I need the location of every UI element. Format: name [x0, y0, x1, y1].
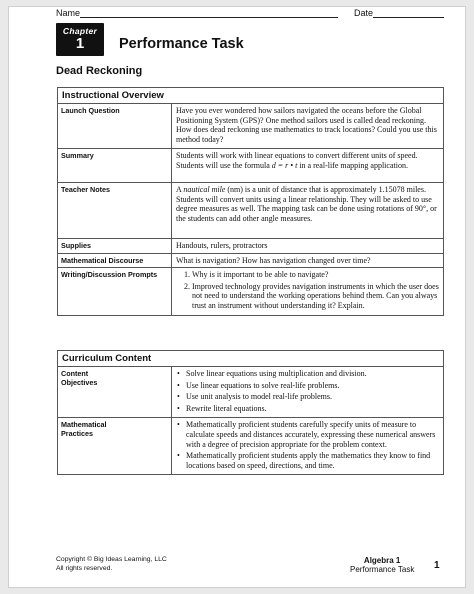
objective-item: • Rewrite literal equations. [176, 404, 439, 414]
name-line [80, 9, 338, 18]
page-title: Performance Task [119, 36, 244, 52]
writing-prompts-list [176, 270, 439, 310]
mathematical-practices-list [176, 420, 439, 470]
teacher-notes-term: nautical mile [183, 185, 226, 194]
summary-label: Summary [58, 149, 172, 183]
course-name: Algebra 1 [363, 556, 401, 565]
mathematical-practices-label [58, 418, 172, 475]
writing-prompt-item: 1. Why is it important to be able to navigate? [192, 270, 439, 280]
name-date-header [56, 8, 444, 18]
instructional-overview-table [57, 87, 444, 316]
objective-item: • Solve linear equations using multiplication and division. [176, 369, 439, 379]
teacher-notes-pre: A [176, 185, 182, 194]
content-objectives-label-line2: Objectives [61, 378, 98, 387]
content-objectives-list [176, 369, 439, 413]
supplies-text: Handouts, rulers, protractors [172, 239, 444, 254]
curriculum-content-table [57, 350, 444, 475]
summary-text-pre: Students will work with linear equations to convert different units of speed. Students will use the formula [176, 151, 418, 170]
overview-heading: Instructional Overview [58, 88, 444, 104]
mathematical-practices-label-line1: Mathematical [61, 420, 107, 430]
copyright-text: Copyright © Big Ideas Learning, LLC [56, 556, 167, 563]
practice-item: • Mathematically proficient students apply the mathematics they know to find locations based on speed, directions, and time. [176, 451, 439, 470]
objective-item: • Use unit analysis to model real-life problems. [176, 392, 439, 402]
discourse-text: What is navigation? How has navigation changed over time? [172, 253, 444, 268]
summary-text-post: in a real-life mapping application. [299, 160, 408, 170]
mathematical-practices-label-line2: Practices [61, 429, 93, 439]
curriculum-heading: Curriculum Content [58, 351, 444, 367]
footer-copyright [56, 556, 167, 573]
page-subtitle: Dead Reckoning [56, 65, 143, 77]
writing-prompt-item: 2. Improved technology provides navigation instruments in which the user does not need to understand the working operations behind them. Can you always trust an instrument without understanding it? Explain. [192, 282, 439, 311]
content-objectives-cell [172, 367, 444, 418]
supplies-label: Supplies [58, 239, 172, 254]
chapter-badge [56, 23, 104, 56]
content-objectives-label-line1: Content [61, 369, 89, 378]
discourse-label: Mathematical Discourse [58, 253, 172, 268]
name-label: Name [56, 8, 81, 18]
teacher-notes-text [172, 183, 444, 239]
teacher-notes-post: (nm) is a unit of distance that is approximately 1.15078 miles. Students will convert units using a linear relationship. They will be asked to use degree measures as well. The mapping task can be done using rotations of 90°, or the students can add other angle measures. [176, 185, 437, 223]
launch-question-text: Have you ever wondered how sailors navigated the oceans before the Global Positioning System (GPS)? One method sailors used is called dead reckoning. How does dead reckoning use mathematics to track locations? Could you use this method today? [172, 104, 444, 149]
task-name: Performance Task [350, 565, 415, 574]
writing-prompts-label: Writing/Discussion Prompts [58, 268, 172, 315]
summary-text [172, 149, 444, 183]
chapter-word: Chapter [62, 26, 98, 36]
objective-item: • Use linear equations to solve real-life problems. [176, 381, 439, 391]
teacher-notes-label: Teacher Notes [58, 183, 172, 239]
date-label: Date [354, 8, 374, 18]
content-objectives-label [58, 367, 172, 418]
summary-formula: d = r • t [271, 160, 298, 170]
date-line [373, 9, 444, 18]
chapter-number: 1 [75, 35, 85, 52]
rights-text: All rights reserved. [56, 564, 113, 572]
practice-item: • Mathematically proficient students carefully specify units of measure to calculate speeds and distances accurately, expressing these numerical answers with a degree of precision appropriate for the problem context. [176, 420, 439, 449]
page-number: 1 [434, 560, 440, 571]
mathematical-practices-cell [172, 418, 444, 475]
writing-prompts-cell [172, 268, 444, 315]
footer-course [350, 556, 414, 574]
launch-question-label: Launch Question [58, 104, 172, 149]
